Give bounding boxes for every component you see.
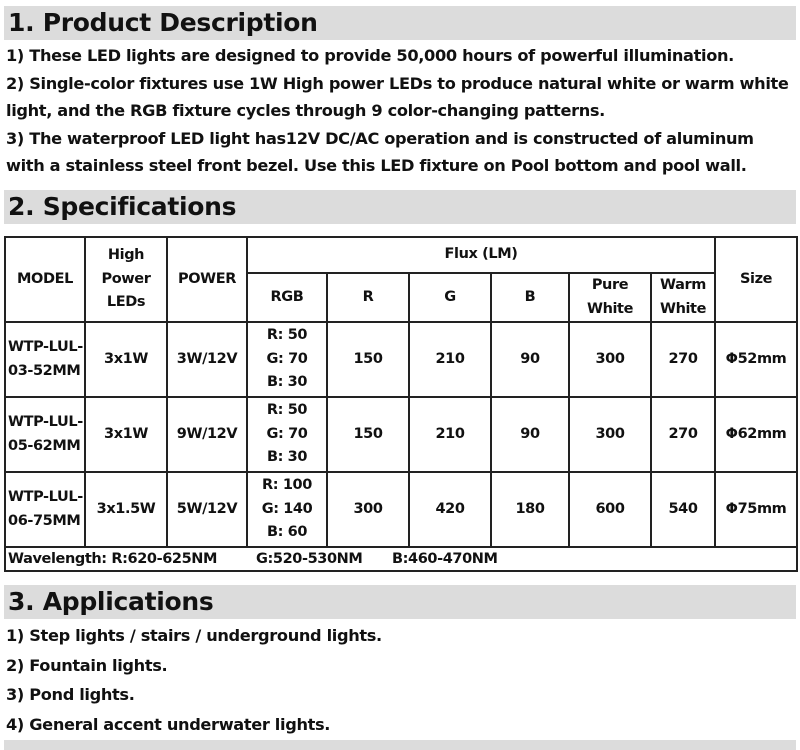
header-model: MODEL	[5, 237, 85, 322]
list-item: 1) Step lights / stairs / underground lights.	[6, 626, 382, 645]
wavelength-b: B:460-470NM	[392, 551, 498, 567]
header-flux: Flux (LM)	[247, 237, 715, 273]
cell-leds: 3x1W	[85, 322, 167, 397]
model-text: 06-75MM	[8, 512, 81, 529]
description-line: light, and the RGB fixture cycles through 9 color-changing patterns.	[6, 101, 605, 120]
header-text: Pure	[591, 277, 629, 293]
header-text: White	[586, 300, 634, 317]
header-text: High	[107, 247, 145, 264]
cell-power: 3W/12V	[167, 322, 247, 397]
rgb-value: G: 70	[266, 350, 308, 367]
cell-g: 210	[409, 322, 491, 397]
section-header-specifications	[4, 190, 796, 224]
cell-wavelength	[5, 547, 797, 571]
cell-warm-white: 270	[651, 322, 715, 397]
rgb-value: G: 70	[266, 425, 308, 442]
cell-pure-white: 600	[569, 472, 651, 547]
cell-b: 180	[491, 472, 569, 547]
header-power: POWER	[167, 237, 247, 322]
cell-rgb	[247, 472, 327, 547]
list-item: 2) Fountain lights.	[6, 655, 168, 675]
model-text: WTP-LUL-	[8, 489, 83, 505]
cell-power: 9W/12V	[167, 397, 247, 472]
rgb-value: B: 60	[266, 524, 308, 541]
cell-r: 300	[327, 472, 409, 547]
section-header-applications	[4, 585, 796, 619]
description-line: 1) These LED lights are designed to provide 50,000 hours of powerful illumination.	[6, 46, 734, 65]
description-text	[6, 42, 796, 180]
section-header-next	[4, 740, 796, 750]
section-header-description	[4, 6, 796, 40]
table-row	[5, 322, 797, 397]
model-text: 03-52MM	[8, 362, 81, 379]
cell-warm-white: 270	[651, 397, 715, 472]
model-text: WTP-LUL-	[8, 339, 83, 355]
header-g: G	[409, 273, 491, 322]
table-row	[5, 472, 797, 547]
cell-g: 210	[409, 397, 491, 472]
cell-r: 150	[327, 397, 409, 472]
cell-model	[5, 472, 85, 547]
header-leds	[85, 237, 167, 322]
header-r: R	[327, 273, 409, 322]
cell-rgb	[247, 397, 327, 472]
description-line: with a stainless steel front bezel. Use this LED fixture on Pool bottom and pool wall.	[6, 156, 747, 175]
cell-pure-white: 300	[569, 322, 651, 397]
cell-g: 420	[409, 472, 491, 547]
model-text: 05-62MM	[8, 437, 81, 454]
specifications-table	[4, 236, 798, 572]
cell-leds: 3x1.5W	[85, 472, 167, 547]
cell-warm-white: 540	[651, 472, 715, 547]
wavelength-g: G:520-530NM	[256, 551, 363, 567]
cell-leds: 3x1W	[85, 397, 167, 472]
header-text: Power	[101, 270, 151, 287]
description-line: 2) Single-color fixtures use 1W High power LEDs to produce natural white or warm white	[6, 73, 789, 93]
cell-b: 90	[491, 397, 569, 472]
header-size: Size	[715, 237, 797, 322]
wavelength-row	[5, 547, 797, 571]
description-line: 3) The waterproof LED light has12V DC/AC operation and is constructed of aluminum	[6, 128, 754, 148]
wavelength-r: Wavelength: R:620-625NM	[8, 551, 218, 567]
header-text: White	[659, 300, 707, 317]
section-title: 2. Specifications	[8, 192, 237, 221]
rgb-value: R: 100	[262, 477, 312, 494]
table-header-row	[5, 237, 797, 273]
cell-pure-white: 300	[569, 397, 651, 472]
cell-power: 5W/12V	[167, 472, 247, 547]
header-rgb: RGB	[247, 273, 327, 322]
header-b: B	[491, 273, 569, 322]
header-warm-white	[651, 273, 715, 322]
section-title: 1. Product Description	[8, 8, 318, 37]
rgb-value: B: 30	[266, 374, 308, 391]
list-item: 4) General accent underwater lights.	[6, 714, 331, 734]
applications-list	[6, 621, 382, 739]
cell-b: 90	[491, 322, 569, 397]
model-text: WTP-LUL-	[8, 414, 83, 430]
table-row	[5, 397, 797, 472]
section-title: 3. Applications	[8, 587, 214, 616]
cell-model	[5, 322, 85, 397]
list-item: 3) Pond lights.	[6, 685, 135, 704]
cell-model	[5, 397, 85, 472]
header-text: Warm	[660, 277, 706, 293]
cell-rgb	[247, 322, 327, 397]
rgb-value: R: 50	[266, 327, 308, 344]
cell-size: Φ75mm	[715, 472, 797, 547]
header-text: LEDs	[106, 294, 146, 311]
rgb-value: G: 140	[261, 500, 313, 517]
cell-r: 150	[327, 322, 409, 397]
cell-size: Φ62mm	[715, 397, 797, 472]
cell-size: Φ52mm	[715, 322, 797, 397]
header-pure-white	[569, 273, 651, 322]
rgb-value: R: 50	[266, 402, 308, 419]
rgb-value: B: 30	[266, 449, 308, 466]
